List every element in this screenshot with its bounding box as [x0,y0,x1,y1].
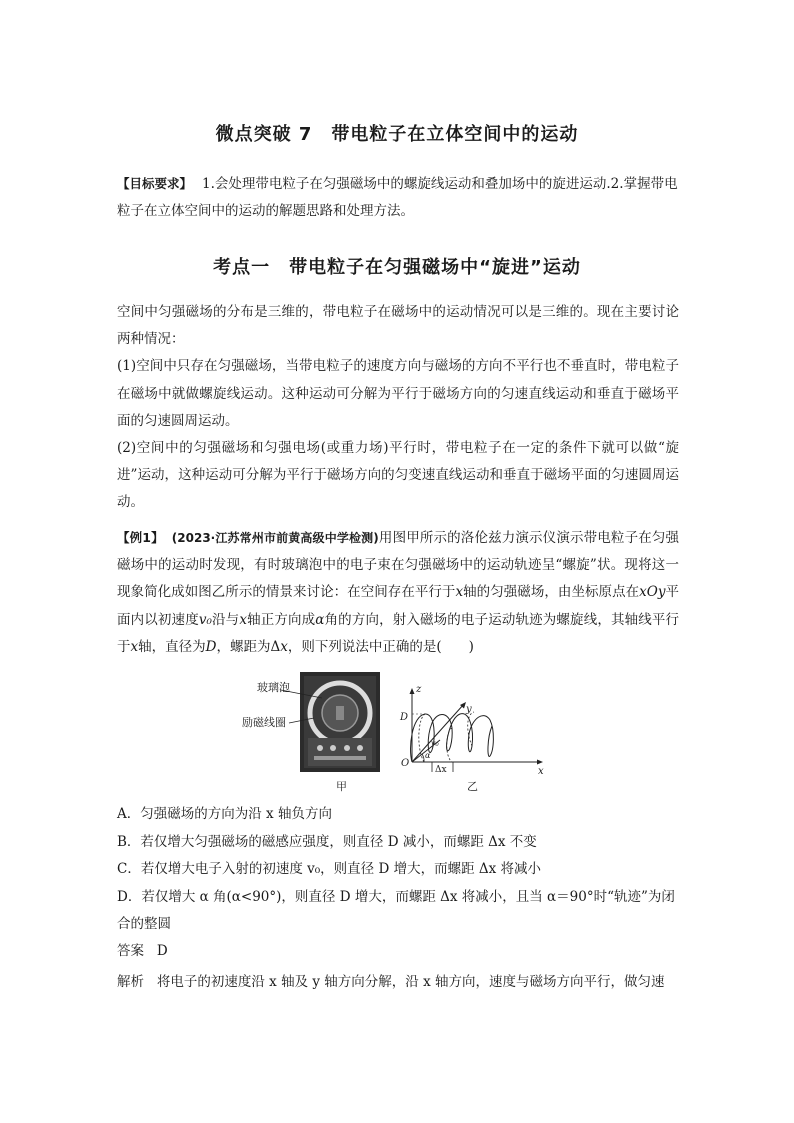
var-D: D [205,638,217,655]
option-c: C．若仅增大电子入射的初速度 v₀，则直径 D 增大，而螺距 Δx 将减小 [117,861,542,877]
example-text: 轴的匀强磁场，由坐标原点在 [463,584,640,601]
example-figure [240,668,570,798]
y-axis [412,704,464,762]
intro-paragraphs [117,299,679,517]
goal-text: 1.会处理带电粒子在匀强磁场中的螺旋线运动和叠加场中的旋进运动.2.掌握带电粒子在立体空间中的运动的解题思路和处理方法。 [117,176,678,219]
label-diameter: D [400,712,409,723]
helix-trajectory [411,714,494,762]
label-axis-x: x [538,766,544,777]
demonstrator-photo [300,672,380,772]
var-x: x [130,638,139,655]
caption-jia: 甲 [336,780,347,793]
label-excitation-coil: 励磁线圈 [242,716,286,729]
analysis-label: 解析 [117,974,144,990]
answer-label: 答案 [117,943,144,959]
answer-value: D [156,943,168,959]
example-tag: 【例1】 [117,530,164,545]
var-x: x [280,638,288,655]
paragraph-case-2: (2)空间中的匀强磁场和匀强电场(或重力场)平行时，带电粒子在一定的条件下就可以做“旋进”运动，这种运动可分解为平行于磁场方向的匀变速直线运动和垂直于磁场平面的匀速圆周运动。 [117,440,679,511]
paragraph-intro: 空间中匀强磁场的分布是三维的，带电粒子在磁场中的运动情况可以是三维的。现在主要讨论两种情况： [117,304,679,348]
option-d: D．若仅增大 α 角(α<90°)，则直径 D 增大，而螺距 Δx 将减小，且当 α＝90°时“轨迹”为闭合的整圆 [117,888,675,932]
label-axis-z: z [416,684,422,695]
label-pitch: Δx [435,765,447,775]
paragraph-case-1: (1)空间中只存在匀强磁场，当带电粒子的速度方向与磁场的方向不平行也不垂直时，带电粒子在磁场中就做螺旋线运动。这种运动可分解为平行于磁场方向的匀速直线运动和垂直于磁场平面的匀速圆周运动。 [117,358,679,429]
learning-goals [117,170,679,225]
label-v0: v₀ [431,739,439,748]
var-v0: v₀ [198,611,212,628]
example-text: ，则下列说法中正确的是( ) [287,638,474,655]
example-text: 平面内以初速度 [117,584,680,628]
analysis [117,970,679,990]
label-glass-bulb: 玻璃泡 [257,681,290,694]
label-alpha: α [425,751,431,760]
example-text: 轴，直径为 [138,638,206,655]
var-xoy: xOy [639,584,666,601]
section-title: 考点一 带电粒子在匀强磁场中“旋进”运动 [213,257,581,278]
option-a: A．匀强磁场的方向为沿 x 轴负方向 [117,806,332,822]
label-origin: O [401,758,410,769]
answer-options [117,801,679,939]
example-text: 用图甲所示的洛伦兹力演示仪演示带电粒子在匀强磁场中的运动时发现，有时玻璃泡中的电子束在匀强磁场中的运动轨迹呈“螺旋”状。现将这一现象简化成如图乙所示的情景来讨论：在空间存在平行于 [117,530,680,601]
example-text: 沿与 [211,611,240,628]
label-axis-y: y [466,704,472,715]
var-x: x [455,584,464,601]
page-title: 微点突破 7 带电粒子在立体空间中的运动 [215,124,579,145]
var-alpha: α [315,611,325,628]
option-b: B．若仅增大匀强磁场的磁感应强度，则直径 D 减小，而螺距 Δx 不变 [117,833,537,850]
example-text: ，螺距为Δ [216,638,281,655]
var-x: x [239,611,247,628]
example-text: 轴正方向成 [246,611,316,628]
example-source: (2023·江苏常州市前黄高级中学检测) [171,531,379,545]
example-1 [117,524,679,661]
answer [117,939,168,959]
caption-yi: 乙 [467,780,478,793]
goal-tag: 【目标要求】 [117,176,193,191]
example-text: 角的方向，射入磁场的电子运动轨迹为螺旋线，其轴线平行于 [117,611,680,655]
analysis-text: 将电子的初速度沿 x 轴及 y 轴方向分解，沿 x 轴方向，速度与磁场方向平行，做匀速 [156,974,665,990]
